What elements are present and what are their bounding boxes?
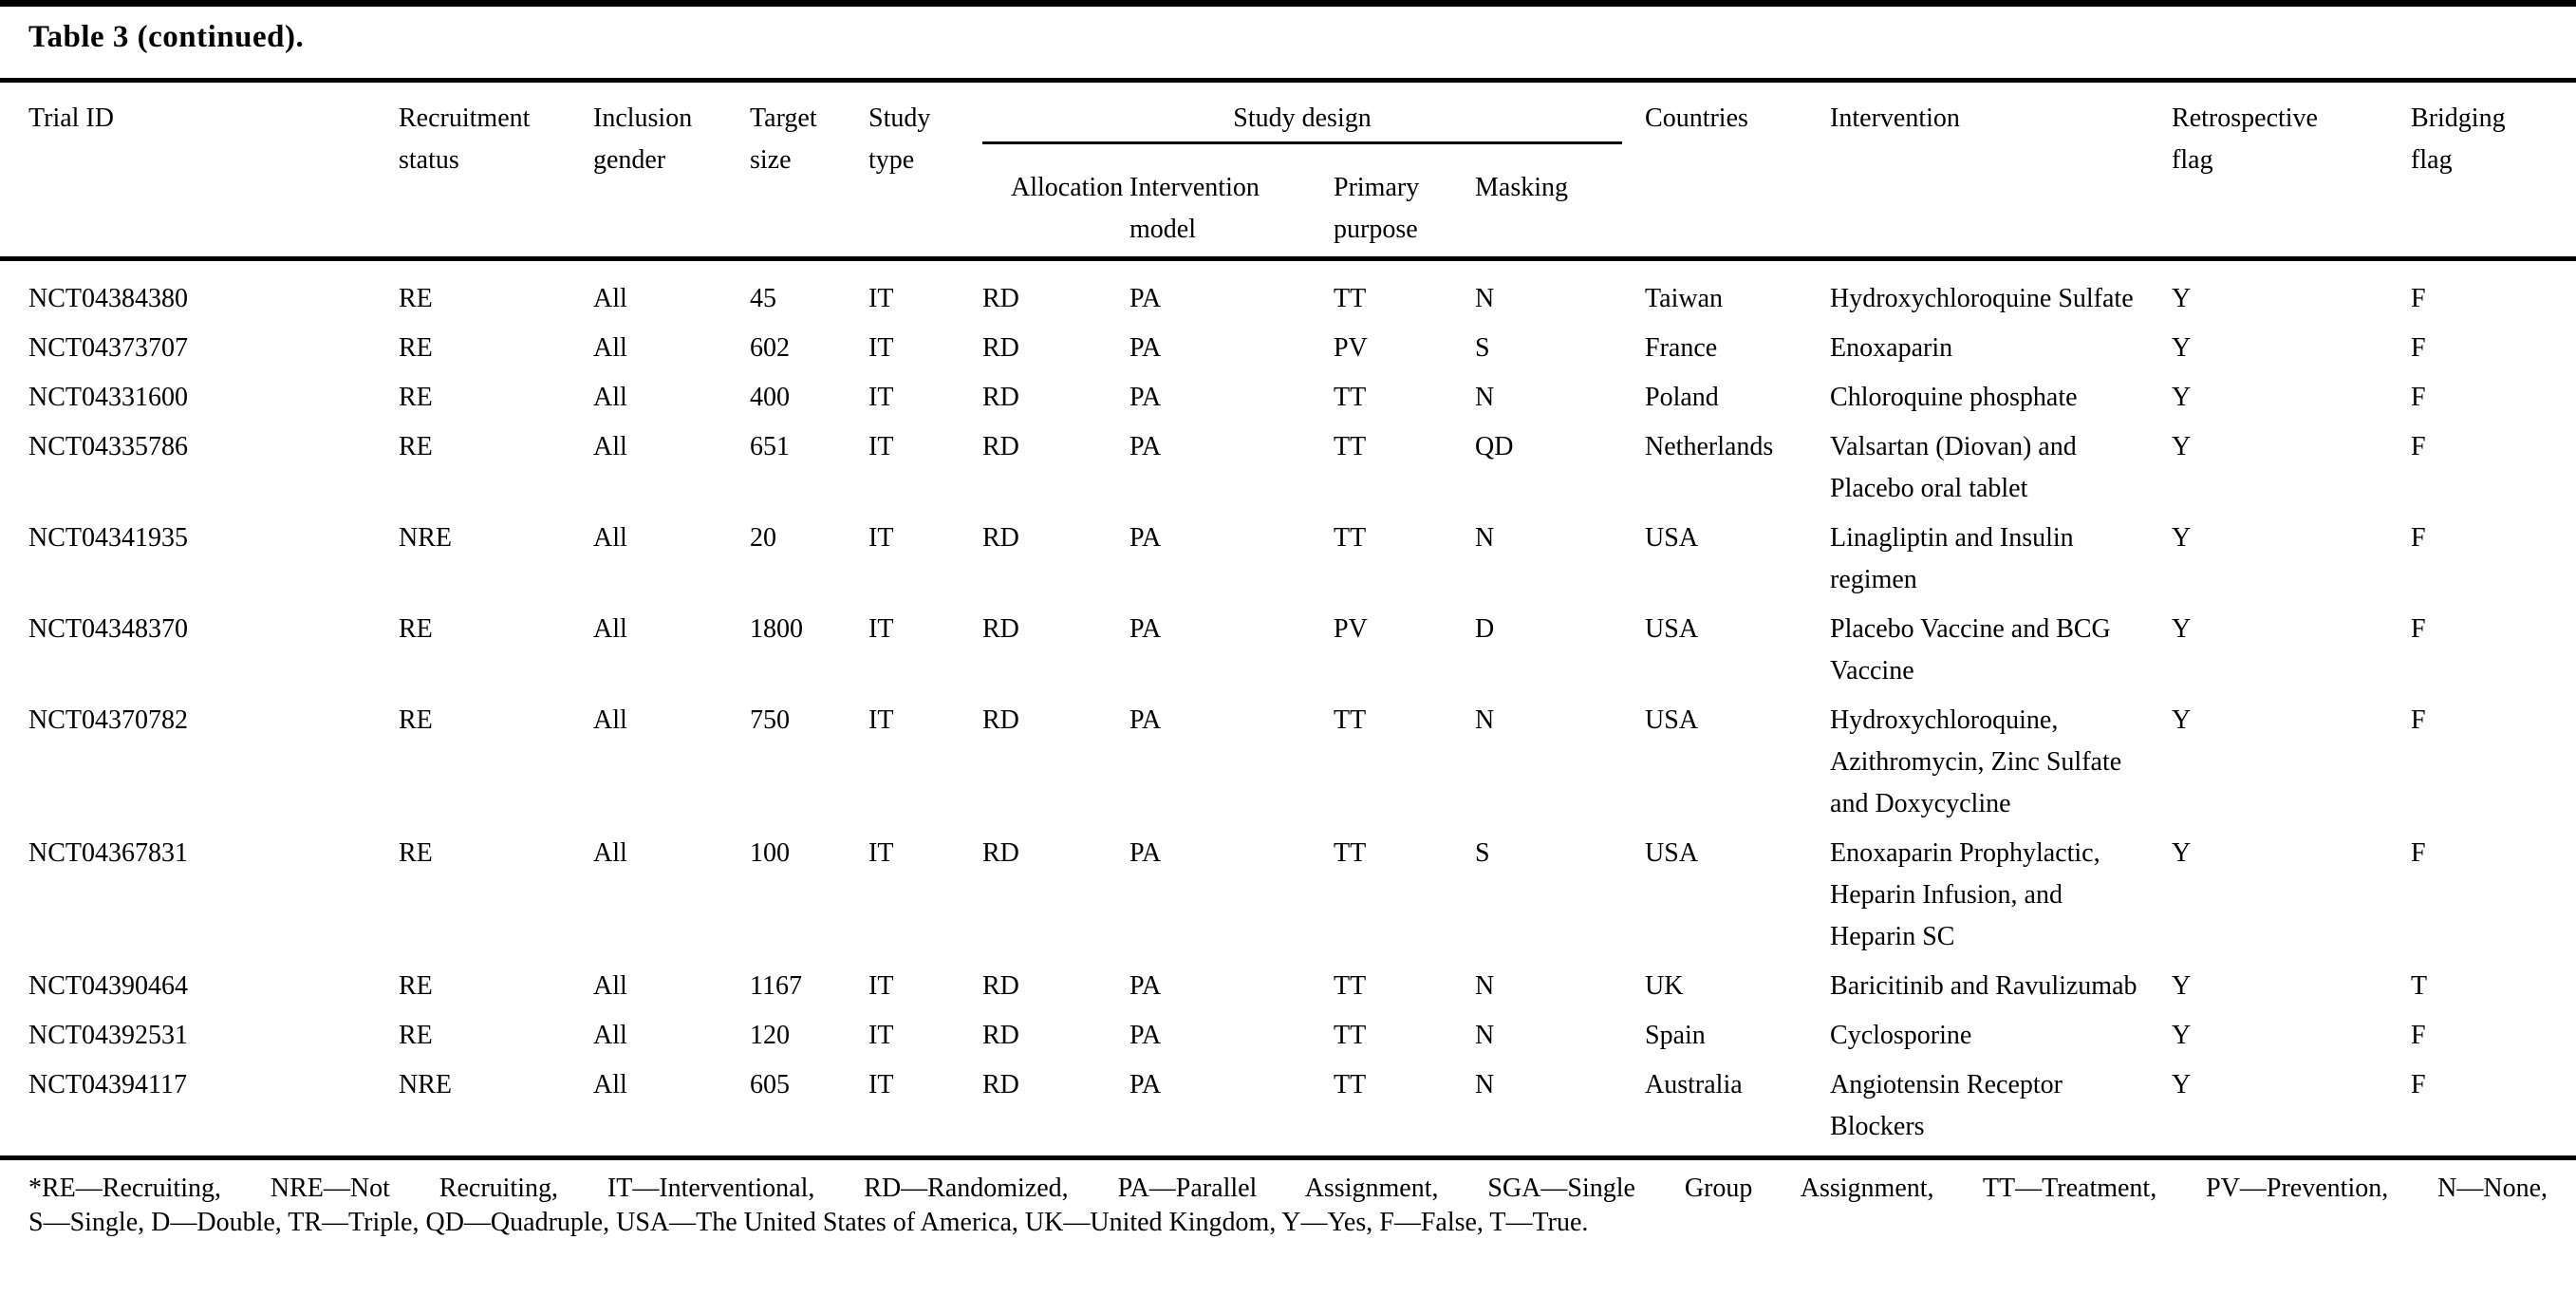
cell-intervention: Hydroxychloroquine Sulfate bbox=[1830, 284, 2134, 313]
cell-primary-purpose: TT bbox=[1334, 523, 1367, 553]
cell-bridging-flag: F bbox=[2411, 284, 2426, 313]
cell-target-size: 100 bbox=[750, 838, 790, 868]
col-header-retrospective-flag: Retrospective flag bbox=[2172, 83, 2411, 259]
cell-primary-purpose: TT bbox=[1334, 705, 1367, 735]
cell-primary-purpose: TT bbox=[1334, 1021, 1367, 1050]
cell-retrospective-flag: Y bbox=[2172, 971, 2192, 1001]
cell-recruitment-status: RE bbox=[399, 614, 433, 644]
cell-trial-id: NCT04367831 bbox=[28, 838, 188, 868]
cell-intervention: Linagliptin and Insulin regimen bbox=[1830, 523, 2074, 594]
cell-primary-purpose: TT bbox=[1334, 1064, 1475, 1158]
cell-trial-id: NCT04331600 bbox=[28, 383, 188, 412]
cell-bridging-flag: F bbox=[2411, 333, 2426, 363]
table-row bbox=[0, 517, 2576, 609]
cell-intervention: Enoxaparin bbox=[1830, 333, 1953, 363]
cell-inclusion-gender: All bbox=[593, 838, 627, 868]
col-header-countries: Countries bbox=[1645, 83, 1830, 259]
cell-retrospective-flag: Y bbox=[2172, 383, 2192, 412]
cell-trial-id: NCT04373707 bbox=[28, 333, 188, 363]
cell-bridging-flag: T bbox=[2411, 971, 2428, 1001]
cell-recruitment-status: NRE bbox=[399, 523, 452, 553]
cell-trial-id: NCT04394117 bbox=[0, 1064, 399, 1158]
cell-target-size: 400 bbox=[750, 383, 790, 412]
col-header-allocation: Allocation bbox=[982, 144, 1129, 259]
col-header-primary-purpose: Primary purpose bbox=[1334, 144, 1475, 259]
table-row bbox=[0, 328, 2576, 377]
cell-target-size: 605 bbox=[750, 1064, 868, 1158]
cell-intervention: Placebo Vaccine and BCG Vaccine bbox=[1830, 614, 2111, 686]
study-design-group-label: Study design bbox=[982, 98, 1622, 144]
cell-intervention-model: PA bbox=[1129, 432, 1162, 461]
cell-masking: S bbox=[1475, 333, 1490, 363]
cell-study-type: IT bbox=[868, 705, 894, 735]
cell-intervention-model: PA bbox=[1129, 1064, 1334, 1158]
cell-allocation: RD bbox=[982, 971, 1019, 1001]
cell-bridging-flag: F bbox=[2411, 705, 2426, 735]
cell-masking: N bbox=[1475, 1021, 1495, 1050]
cell-retrospective-flag: Y bbox=[2172, 1064, 2411, 1158]
cell-countries: France bbox=[1645, 333, 1718, 363]
cell-countries: USA bbox=[1645, 838, 1699, 868]
cell-study-type: IT bbox=[868, 1064, 982, 1158]
col-header-inclusion-gender: Inclusion gender bbox=[593, 83, 750, 259]
cell-primary-purpose: PV bbox=[1334, 614, 1368, 644]
col-header-masking: Masking bbox=[1475, 144, 1645, 259]
table-row bbox=[0, 1064, 2576, 1158]
col-header-intervention-model: Intervention model bbox=[1129, 144, 1334, 259]
cell-inclusion-gender: All bbox=[593, 614, 627, 644]
cell-intervention: Valsartan (Diovan) and Placebo oral tablet bbox=[1830, 432, 2077, 503]
cell-intervention-model: PA bbox=[1129, 838, 1162, 868]
cell-inclusion-gender: All bbox=[593, 383, 627, 412]
cell-target-size: 45 bbox=[750, 284, 776, 313]
cell-trial-id: NCT04341935 bbox=[28, 523, 188, 553]
cell-intervention: Baricitinib and Ravulizumab bbox=[1830, 971, 2137, 1001]
cell-study-type: IT bbox=[868, 971, 894, 1001]
cell-bridging-flag: F bbox=[2411, 523, 2426, 553]
col-header-trial-id: Trial ID bbox=[0, 83, 399, 259]
cell-intervention-model: PA bbox=[1129, 383, 1162, 412]
cell-allocation: RD bbox=[982, 838, 1019, 868]
cell-recruitment-status: RE bbox=[399, 838, 433, 868]
cell-recruitment-status: RE bbox=[399, 971, 433, 1001]
cell-primary-purpose: TT bbox=[1334, 432, 1367, 461]
cell-study-type: IT bbox=[868, 432, 894, 461]
cell-inclusion-gender: All bbox=[593, 971, 627, 1001]
cell-bridging-flag: F bbox=[2411, 838, 2426, 868]
cell-study-type: IT bbox=[868, 1021, 894, 1050]
col-header-target-size: Target size bbox=[750, 83, 868, 259]
cell-intervention-model: PA bbox=[1129, 284, 1162, 313]
cell-target-size: 1167 bbox=[750, 971, 802, 1001]
cell-masking: S bbox=[1475, 838, 1490, 868]
col-header-bridging-flag: Bridging flag bbox=[2411, 83, 2576, 259]
cell-trial-id: NCT04348370 bbox=[28, 614, 188, 644]
cell-allocation: RD bbox=[982, 1021, 1019, 1050]
cell-study-type: IT bbox=[868, 333, 894, 363]
table-row bbox=[0, 377, 2576, 426]
footnote-line-1: *RE—Recruiting, NRE—Not Recruiting, IT—Interventional, RD—Randomized, PA—Parallel Assignment, SGA—Single Group Assignment, TT—Treatment, PV—Prevention, N—None, bbox=[28, 1174, 2548, 1203]
cell-countries: USA bbox=[1645, 523, 1699, 553]
table-row bbox=[0, 833, 2576, 966]
table-row bbox=[0, 966, 2576, 1015]
cell-countries: Australia bbox=[1645, 1064, 1830, 1158]
cell-intervention: Enoxaparin Prophylactic, Heparin Infusion, and Heparin SC bbox=[1830, 838, 2100, 951]
cell-bridging-flag: F bbox=[2411, 1064, 2576, 1158]
cell-trial-id: NCT04335786 bbox=[28, 432, 188, 461]
cell-target-size: 651 bbox=[750, 432, 790, 461]
cell-allocation: RD bbox=[982, 523, 1019, 553]
cell-recruitment-status: RE bbox=[399, 432, 433, 461]
table-row bbox=[0, 700, 2576, 833]
footnote-line-2: S—Single, D—Double, TR—Triple, QD—Quadruple, USA—The United States of America, UK—United Kingdom, Y—Yes, F—False, T—True. bbox=[28, 1208, 1589, 1237]
cell-primary-purpose: TT bbox=[1334, 971, 1367, 1001]
cell-intervention: Hydroxychloroquine, Azithromycin, Zinc Sulfate and Doxycycline bbox=[1830, 705, 2122, 818]
cell-recruitment-status: RE bbox=[399, 1021, 433, 1050]
cell-countries: Netherlands bbox=[1645, 432, 1774, 461]
cell-countries: USA bbox=[1645, 705, 1699, 735]
cell-masking: QD bbox=[1475, 432, 1514, 461]
cell-masking: N bbox=[1475, 705, 1495, 735]
cell-allocation: RD bbox=[982, 705, 1019, 735]
cell-retrospective-flag: Y bbox=[2172, 1021, 2192, 1050]
cell-allocation: RD bbox=[982, 614, 1019, 644]
cell-study-type: IT bbox=[868, 838, 894, 868]
cell-masking: N bbox=[1475, 383, 1495, 412]
cell-allocation: RD bbox=[982, 432, 1019, 461]
cell-masking: N bbox=[1475, 284, 1495, 313]
cell-recruitment-status: NRE bbox=[399, 1064, 593, 1158]
cell-inclusion-gender: All bbox=[593, 1021, 627, 1050]
cell-trial-id: NCT04384380 bbox=[28, 284, 188, 313]
trials-table bbox=[0, 83, 2576, 1160]
cell-trial-id: NCT04390464 bbox=[28, 971, 188, 1001]
cell-target-size: 602 bbox=[750, 333, 790, 363]
cell-countries: UK bbox=[1645, 971, 1684, 1001]
cell-intervention-model: PA bbox=[1129, 971, 1162, 1001]
cell-masking: D bbox=[1475, 614, 1495, 644]
cell-recruitment-status: RE bbox=[399, 284, 433, 313]
cell-intervention-model: PA bbox=[1129, 523, 1162, 553]
cell-trial-id: NCT04370782 bbox=[28, 705, 188, 735]
cell-recruitment-status: RE bbox=[399, 705, 433, 735]
cell-inclusion-gender: All bbox=[593, 705, 627, 735]
cell-bridging-flag: F bbox=[2411, 432, 2426, 461]
cell-retrospective-flag: Y bbox=[2172, 705, 2192, 735]
cell-retrospective-flag: Y bbox=[2172, 523, 2192, 553]
cell-allocation: RD bbox=[982, 383, 1019, 412]
cell-inclusion-gender: All bbox=[593, 1064, 750, 1158]
cell-masking: N bbox=[1475, 1064, 1645, 1158]
table-header bbox=[0, 83, 2576, 259]
cell-allocation: RD bbox=[982, 1064, 1129, 1158]
cell-retrospective-flag: Y bbox=[2172, 284, 2192, 313]
cell-study-type: IT bbox=[868, 614, 894, 644]
table-body bbox=[0, 259, 2576, 1158]
cell-inclusion-gender: All bbox=[593, 523, 627, 553]
col-header-study-design-group bbox=[982, 83, 1645, 144]
header-row-main bbox=[0, 83, 2576, 144]
cell-allocation: RD bbox=[982, 284, 1019, 313]
cell-intervention-model: PA bbox=[1129, 614, 1162, 644]
cell-target-size: 1800 bbox=[750, 614, 803, 644]
cell-countries: Taiwan bbox=[1645, 284, 1724, 313]
table-row bbox=[0, 259, 2576, 329]
cell-intervention: Chloroquine phosphate bbox=[1830, 383, 2078, 412]
cell-retrospective-flag: Y bbox=[2172, 838, 2192, 868]
cell-intervention: Angiotensin Receptor Blockers bbox=[1830, 1064, 2172, 1158]
cell-recruitment-status: RE bbox=[399, 333, 433, 363]
col-header-study-type: Study type bbox=[868, 83, 982, 259]
cell-trial-id: NCT04392531 bbox=[28, 1021, 188, 1050]
cell-countries: USA bbox=[1645, 614, 1699, 644]
cell-inclusion-gender: All bbox=[593, 284, 627, 313]
table-title: Table 3 (continued). bbox=[28, 20, 305, 54]
col-header-intervention: Intervention bbox=[1830, 83, 2172, 259]
cell-primary-purpose: TT bbox=[1334, 284, 1367, 313]
cell-retrospective-flag: Y bbox=[2172, 333, 2192, 363]
cell-study-type: IT bbox=[868, 284, 894, 313]
cell-bridging-flag: F bbox=[2411, 1021, 2426, 1050]
cell-intervention: Cyclosporine bbox=[1830, 1021, 1972, 1050]
cell-target-size: 750 bbox=[750, 705, 790, 735]
cell-intervention-model: PA bbox=[1129, 333, 1162, 363]
cell-masking: N bbox=[1475, 971, 1495, 1001]
cell-study-type: IT bbox=[868, 523, 894, 553]
cell-recruitment-status: RE bbox=[399, 383, 433, 412]
cell-retrospective-flag: Y bbox=[2172, 432, 2192, 461]
cell-target-size: 20 bbox=[750, 523, 776, 553]
cell-bridging-flag: F bbox=[2411, 614, 2426, 644]
cell-primary-purpose: TT bbox=[1334, 383, 1367, 412]
cell-target-size: 120 bbox=[750, 1021, 790, 1050]
cell-study-type: IT bbox=[868, 383, 894, 412]
col-header-recruitment-status: Recruitment status bbox=[399, 83, 593, 259]
cell-intervention-model: PA bbox=[1129, 705, 1162, 735]
cell-retrospective-flag: Y bbox=[2172, 614, 2192, 644]
cell-primary-purpose: PV bbox=[1334, 333, 1368, 363]
cell-intervention-model: PA bbox=[1129, 1021, 1162, 1050]
cell-inclusion-gender: All bbox=[593, 333, 627, 363]
cell-inclusion-gender: All bbox=[593, 432, 627, 461]
cell-primary-purpose: TT bbox=[1334, 838, 1367, 868]
table-row bbox=[0, 426, 2576, 517]
cell-countries: Spain bbox=[1645, 1021, 1706, 1050]
cell-masking: N bbox=[1475, 523, 1495, 553]
top-rule bbox=[0, 0, 2576, 7]
table-row bbox=[0, 609, 2576, 700]
cell-countries: Poland bbox=[1645, 383, 1719, 412]
footnote bbox=[0, 1172, 2576, 1240]
cell-allocation: RD bbox=[982, 333, 1019, 363]
cell-bridging-flag: F bbox=[2411, 383, 2426, 412]
table-row bbox=[0, 1015, 2576, 1064]
